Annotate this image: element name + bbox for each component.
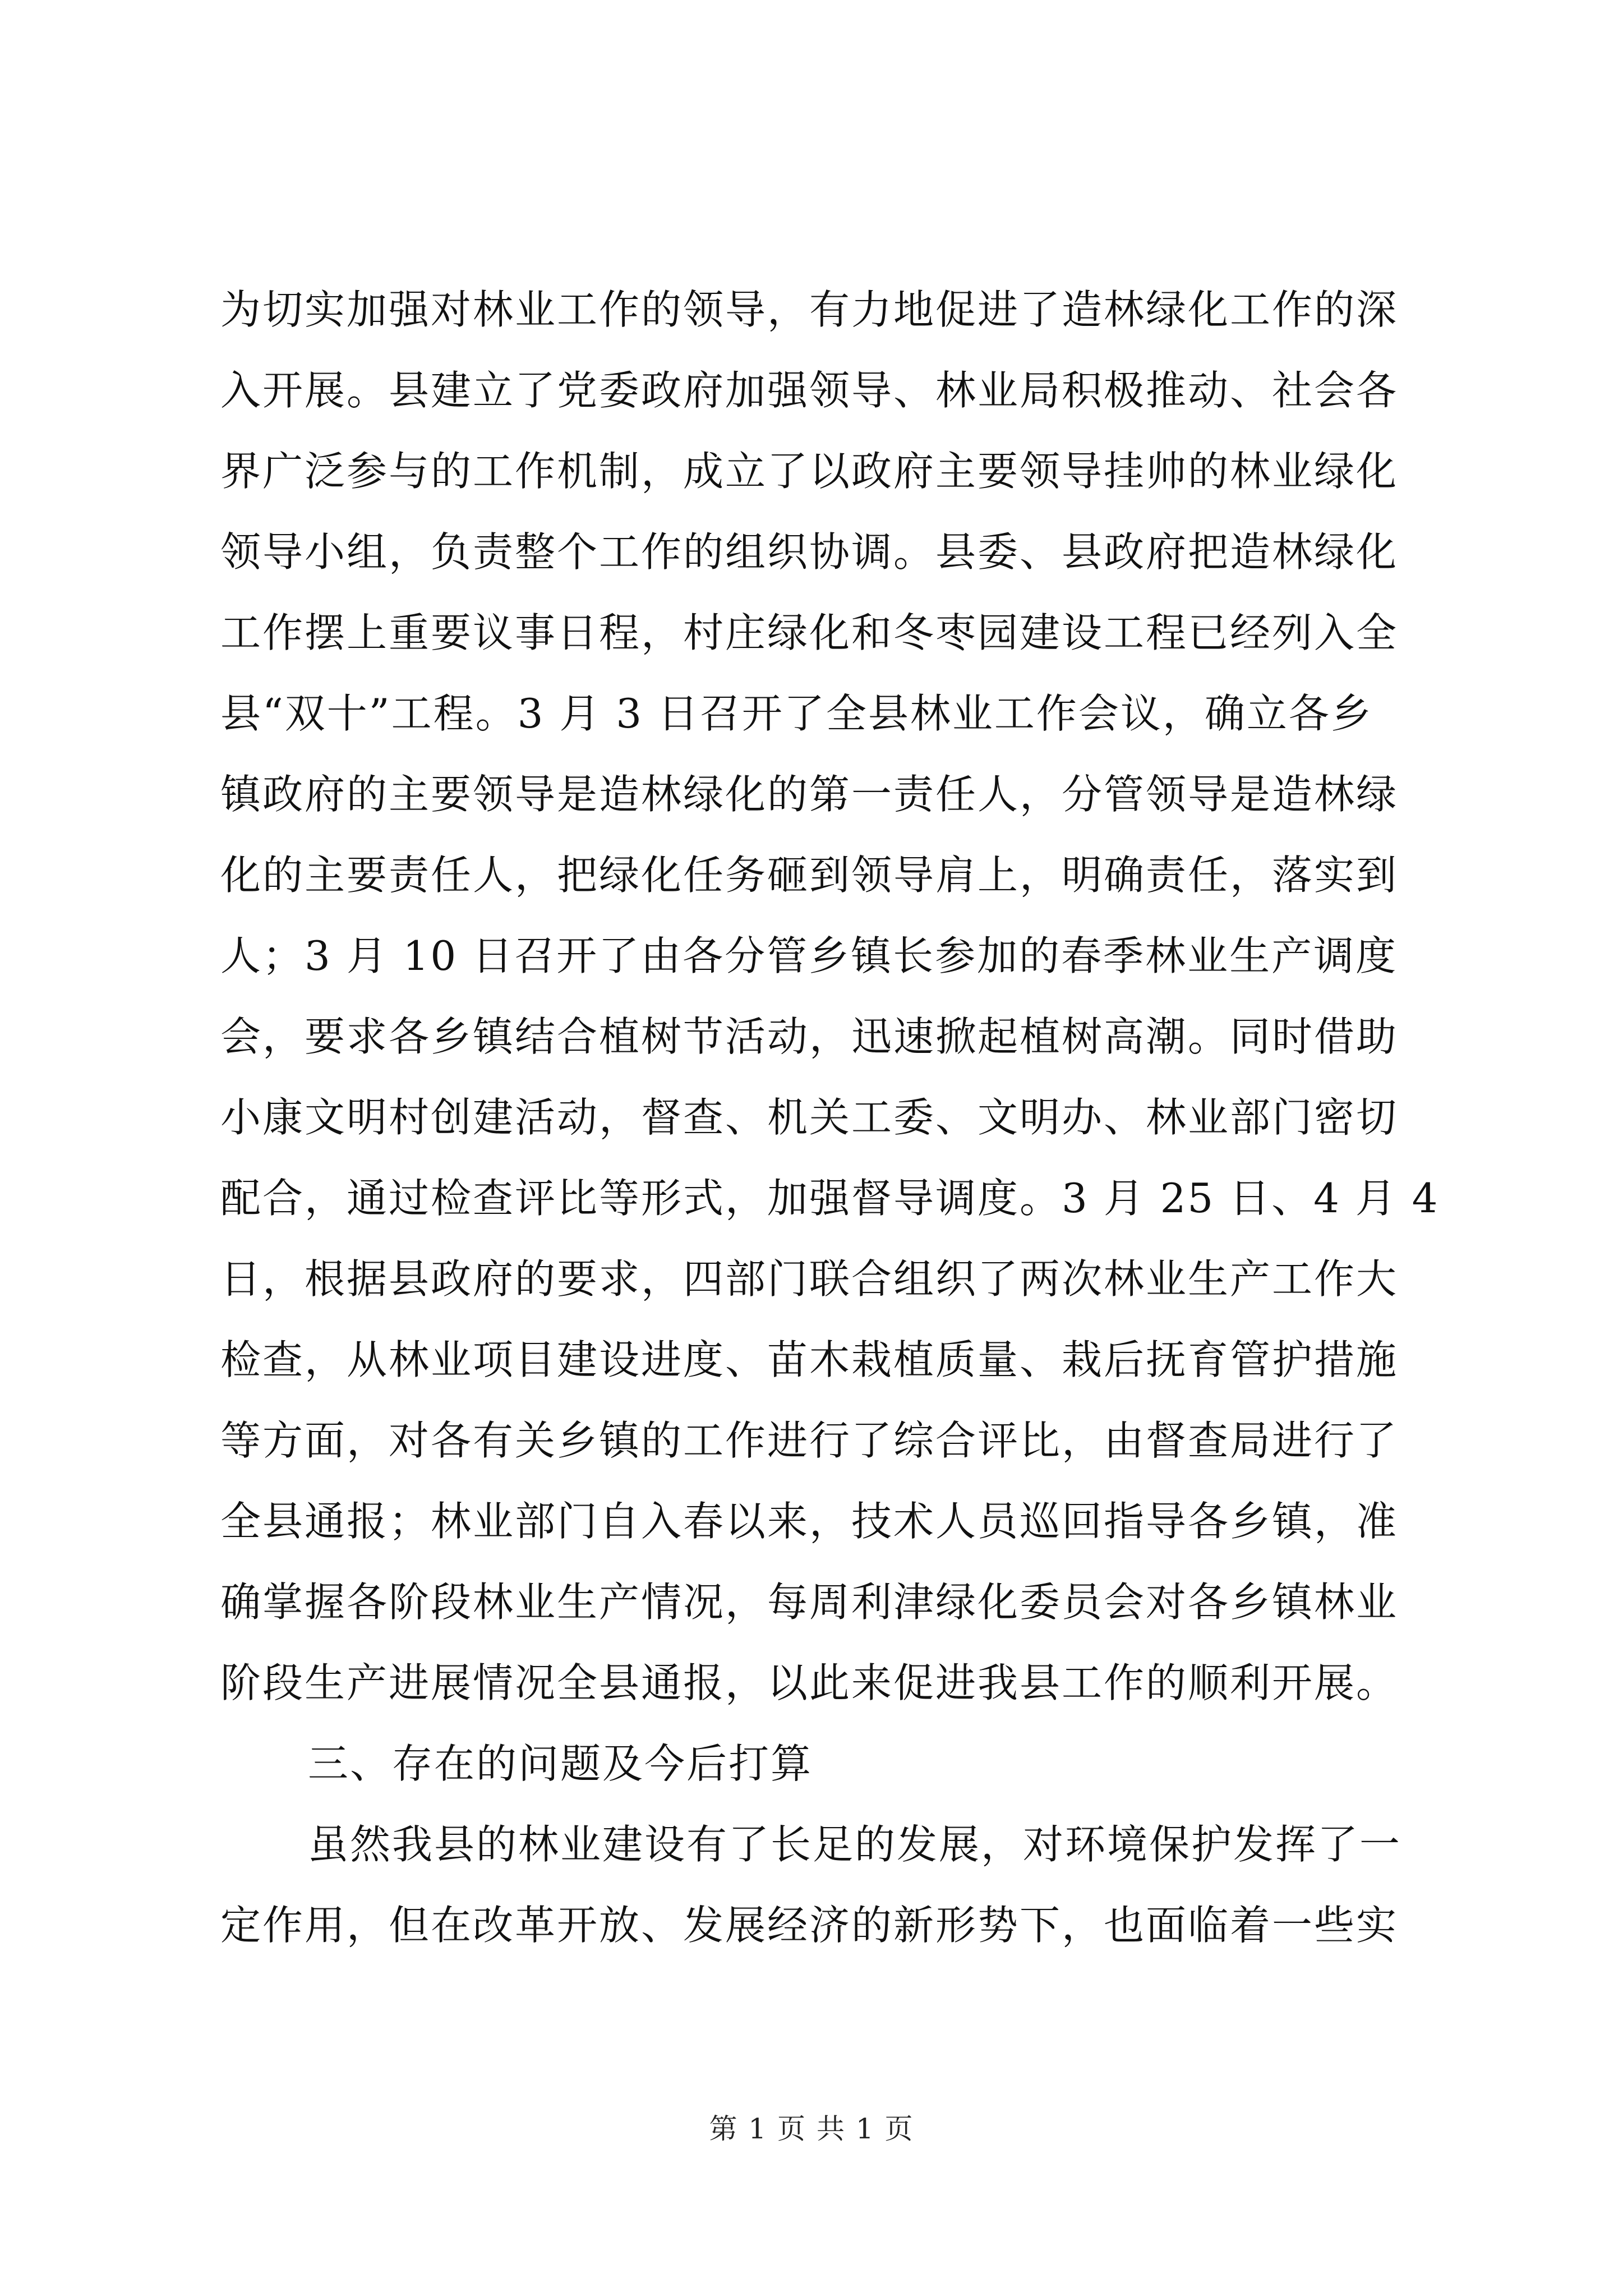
text-line: 化的主要责任人，把绿化任务砸到领导肩上，明确责任，落实到: [220, 852, 1399, 899]
text-line: 人；3 月 10 日召开了由各分管乡镇长参加的春季林业生产调度: [220, 932, 1398, 979]
text-line: 县“双十”工程。3 月 3 日召开了全县林业工作会议，确立各乡: [220, 690, 1373, 737]
text-line: 配合，通过检查评比等形式，加强督导调度。3 月 25 日、4 月 4: [220, 1175, 1440, 1222]
text-line: 阶段生产进展情况全县通报，以此来促进我县工作的顺利开展。: [220, 1659, 1399, 1706]
text-line: 会，要求各乡镇结合植树节活动，迅速掀起植树高潮。同时借助: [220, 1013, 1399, 1060]
text-line: 镇政府的主要领导是造林绿化的第一责任人，分管领导是造林绿: [220, 771, 1399, 818]
text-line: 小康文明村创建活动，督查、机关工委、文明办、林业部门密切: [220, 1094, 1399, 1141]
document-body: [220, 269, 1440, 1966]
text-line: 检查，从林业项目建设进度、苗木栽植质量、栽后抚育管护措施: [220, 1336, 1399, 1383]
paragraph-line: 定作用，但在改革开放、发展经济的新形势下，也面临着一些实: [220, 1902, 1399, 1949]
text-line: 界广泛参与的工作机制，成立了以政府主要领导挂帅的林业绿化: [220, 448, 1399, 495]
text-line: 领导小组，负责整个工作的组织协调。县委、县政府把造林绿化: [220, 528, 1399, 576]
page-footer: 第 1 页 共 1 页: [709, 2113, 914, 2145]
text-line: 日，根据县政府的要求，四部门联合组织了两次林业生产工作大: [220, 1255, 1399, 1303]
text-line: 为切实加强对林业工作的领导，有力地促进了造林绿化工作的深: [220, 286, 1399, 333]
text-line: 工作摆上重要议事日程，村庄绿化和冬枣园建设工程已经列入全: [220, 609, 1399, 656]
text-line: 确掌握各阶段林业生产情况，每周利津绿化委员会对各乡镇林业: [220, 1579, 1399, 1626]
paragraph-line: 虽然我县的林业建设有了长足的发展，对环境保护发挥了一: [308, 1821, 1402, 1868]
section-heading: 三、存在的问题及今后打算: [308, 1740, 813, 1787]
text-line: 入开展。县建立了党委政府加强领导、林业局积极推动、社会各: [220, 367, 1399, 414]
text-line: 全县通报；林业部门自入春以来，技术人员巡回指导各乡镇，准: [220, 1498, 1399, 1545]
text-line: 等方面，对各有关乡镇的工作进行了综合评比，由督查局进行了: [220, 1417, 1399, 1464]
